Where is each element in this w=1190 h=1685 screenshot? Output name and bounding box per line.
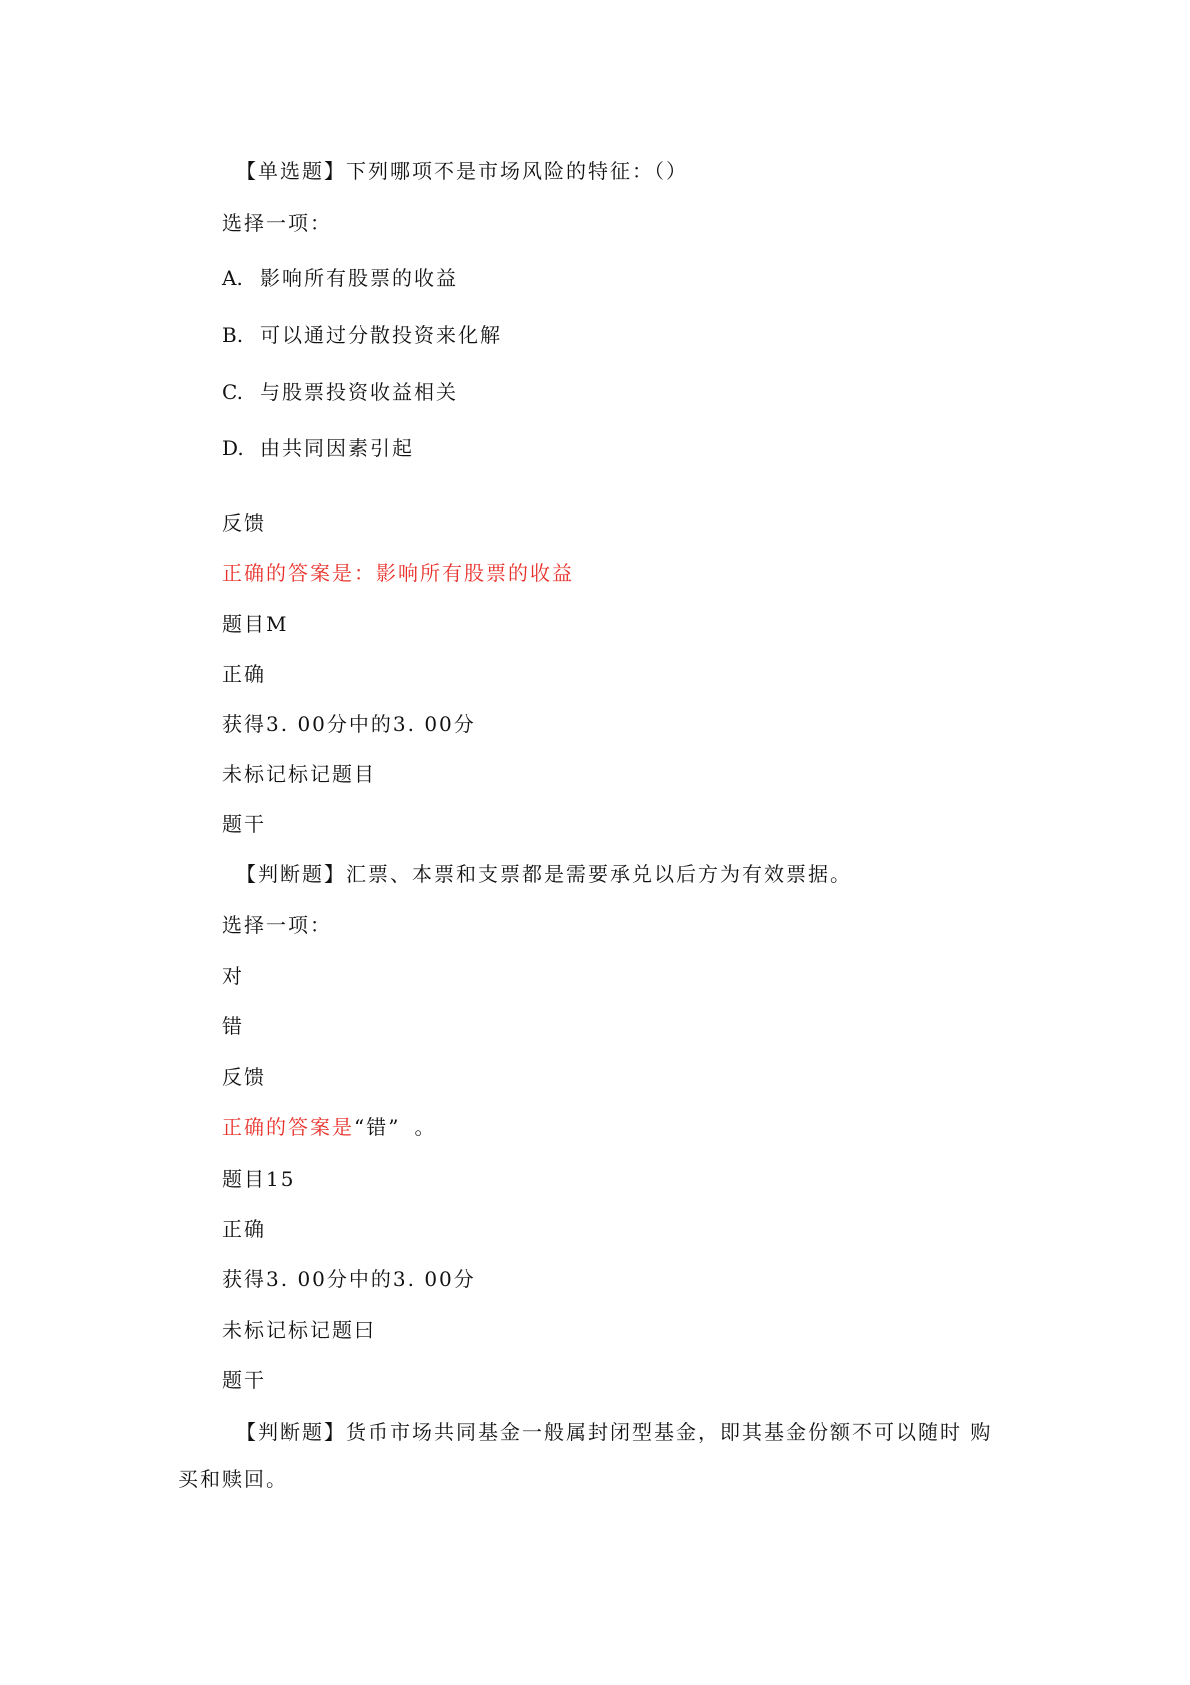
option-d-letter: D.	[222, 436, 244, 460]
question-2-score: 获得3. 00分中的3. 00分	[222, 712, 476, 736]
question-1-answer: 正确的答案是：影响所有股票的收益	[222, 561, 574, 585]
question-2-feedback-label: 反馈	[222, 1065, 266, 1089]
option-b-letter: B.	[222, 323, 244, 347]
question-2-flag-link[interactable]: 未标记标记题目	[222, 762, 376, 786]
question-1-feedback-label: 反馈	[222, 511, 266, 535]
question-3-stem-line-1: 【判断题】货币市场共同基金一般属封闭型基金，即其基金份额不可以随时 购	[236, 1420, 993, 1444]
question-2-option-true[interactable]: 对	[222, 964, 244, 988]
option-a-text: 影响所有股票的收益	[260, 266, 458, 290]
question-3-score: 获得3. 00分中的3. 00分	[222, 1267, 476, 1291]
question-1-prompt: 选择一项：	[222, 211, 332, 235]
option-c-letter: C.	[222, 380, 243, 404]
option-c-text: 与股票投资收益相关	[260, 380, 458, 404]
question-3-stem-label: 题干	[222, 1368, 266, 1392]
question-1-option-d[interactable]	[222, 434, 414, 462]
question-2-answer	[222, 1113, 436, 1141]
question-3-title: 题目15	[222, 1167, 296, 1191]
question-3-stem-line-2: 买和赎回。	[178, 1467, 288, 1491]
answer-value: “错”	[354, 1115, 401, 1139]
question-2-title: 题目M	[222, 612, 289, 636]
question-2-option-false[interactable]: 错	[222, 1014, 244, 1038]
option-d-text: 由共同因素引起	[260, 436, 414, 460]
answer-suffix: 。	[414, 1115, 437, 1139]
question-2-prompt: 选择一项：	[222, 913, 332, 937]
question-3-status: 正确	[222, 1217, 266, 1241]
question-2-stem-label: 题干	[222, 812, 266, 836]
question-3-flag-link[interactable]: 未标记标记题曰	[222, 1318, 376, 1342]
option-a-letter: A.	[222, 266, 243, 290]
question-1-option-c[interactable]	[222, 378, 458, 406]
question-1-stem: 【单选题】下列哪项不是市场风险的特征：（）	[236, 159, 688, 183]
answer-prefix: 正确的答案是	[222, 1115, 354, 1139]
question-1-option-b[interactable]	[222, 321, 502, 349]
question-2-stem: 【判断题】汇票、本票和支票都是需要承兑以后方为有效票据。	[236, 862, 852, 886]
option-b-text: 可以通过分散投资来化解	[260, 323, 502, 347]
question-1-option-a[interactable]	[222, 264, 458, 292]
question-2-status: 正确	[222, 662, 266, 686]
